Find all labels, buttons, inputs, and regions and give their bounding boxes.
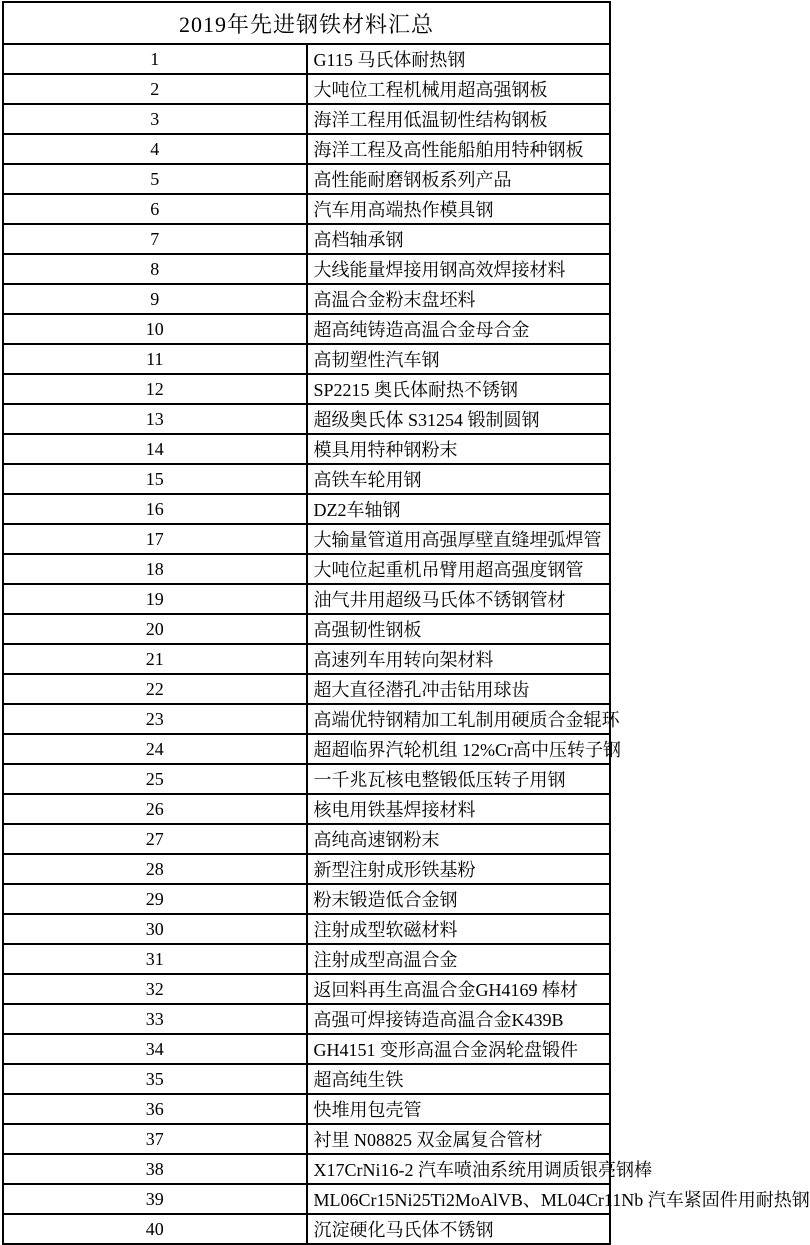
material-name: 一千兆瓦核电整锻低压转子用钢 xyxy=(307,764,611,794)
row-number: 36 xyxy=(3,1094,307,1124)
row-number: 19 xyxy=(3,584,307,614)
table-row xyxy=(3,944,610,974)
row-number: 17 xyxy=(3,524,307,554)
row-number: 25 xyxy=(3,764,307,794)
material-name: 高强韧性钢板 xyxy=(307,614,611,644)
material-name: 大吨位起重机吊臂用超高强度钢管 xyxy=(307,554,611,584)
table-row xyxy=(3,134,610,164)
material-name: DZ2车轴钢 xyxy=(307,494,611,524)
material-name: 高端优特钢精加工轧制用硬质合金辊环 xyxy=(307,704,611,734)
row-number: 10 xyxy=(3,314,307,344)
row-number: 14 xyxy=(3,434,307,464)
row-number: 35 xyxy=(3,1064,307,1094)
row-number: 8 xyxy=(3,254,307,284)
table-row xyxy=(3,674,610,704)
row-number: 12 xyxy=(3,374,307,404)
material-name: 新型注射成形铁基粉 xyxy=(307,854,611,884)
row-number: 24 xyxy=(3,734,307,764)
materials-table-head xyxy=(3,2,610,44)
material-name: 粉末锻造低合金钢 xyxy=(307,884,611,914)
material-name: 高纯高速钢粉末 xyxy=(307,824,611,854)
title-row xyxy=(3,2,610,44)
material-name: 超高纯铸造高温合金母合金 xyxy=(307,314,611,344)
row-number: 33 xyxy=(3,1004,307,1034)
table-row xyxy=(3,1124,610,1154)
material-name: SP2215 奥氏体耐热不锈钢 xyxy=(307,374,611,404)
materials-table-body xyxy=(3,44,810,1244)
material-name: 高档轴承钢 xyxy=(307,224,611,254)
row-number: 22 xyxy=(3,674,307,704)
material-name: 注射成型软磁材料 xyxy=(307,914,611,944)
table-row xyxy=(3,854,610,884)
table-row xyxy=(3,104,610,134)
material-name: 快堆用包壳管 xyxy=(307,1094,611,1124)
row-number: 4 xyxy=(3,134,307,164)
row-number: 28 xyxy=(3,854,307,884)
table-row xyxy=(3,1184,610,1214)
row-number: 34 xyxy=(3,1034,307,1064)
row-number: 18 xyxy=(3,554,307,584)
table-row xyxy=(3,464,610,494)
material-name: 高强可焊接铸造高温合金K439B xyxy=(307,1004,611,1034)
table-row xyxy=(3,1004,610,1034)
table-row xyxy=(3,704,610,734)
table-row xyxy=(3,764,610,794)
table-row xyxy=(3,1064,610,1094)
table-row xyxy=(3,554,610,584)
table-row xyxy=(3,584,610,614)
material-name: 高速列车用转向架材料 xyxy=(307,644,611,674)
table-row xyxy=(3,974,610,1004)
row-number: 6 xyxy=(3,194,307,224)
row-number: 7 xyxy=(3,224,307,254)
row-number: 23 xyxy=(3,704,307,734)
table-row xyxy=(3,284,610,314)
row-number: 1 xyxy=(3,44,307,74)
row-number: 38 xyxy=(3,1154,307,1184)
material-name: 高温合金粉末盘坯料 xyxy=(307,284,611,314)
row-number: 37 xyxy=(3,1124,307,1154)
material-name: 油气井用超级马氏体不锈钢管材 xyxy=(307,584,611,614)
table-row xyxy=(3,434,610,464)
table-row xyxy=(3,194,610,224)
table-row xyxy=(3,344,610,374)
material-name: 核电用铁基焊接材料 xyxy=(307,794,611,824)
row-number: 30 xyxy=(3,914,307,944)
material-name: 大线能量焊接用钢高效焊接材料 xyxy=(307,254,611,284)
table-row xyxy=(3,494,610,524)
row-number: 20 xyxy=(3,614,307,644)
row-number: 13 xyxy=(3,404,307,434)
material-name: 沉淀硬化马氏体不锈钢 xyxy=(307,1214,611,1244)
table-row xyxy=(3,404,610,434)
row-number: 29 xyxy=(3,884,307,914)
row-number: 26 xyxy=(3,794,307,824)
row-number: 40 xyxy=(3,1214,307,1244)
material-name: 海洋工程及高性能船舶用特种钢板 xyxy=(307,134,611,164)
material-name: 超级奥氏体 S31254 锻制圆钢 xyxy=(307,404,611,434)
row-number: 32 xyxy=(3,974,307,1004)
table-row xyxy=(3,794,610,824)
row-number: 16 xyxy=(3,494,307,524)
table-row xyxy=(3,1214,610,1244)
row-number: 39 xyxy=(3,1184,307,1214)
page-title: 2019年先进钢铁材料汇总 xyxy=(3,2,610,44)
row-number: 3 xyxy=(3,104,307,134)
material-name: 大吨位工程机械用超高强钢板 xyxy=(307,74,611,104)
material-name: 超超临界汽轮机组 12%Cr高中压转子钢 xyxy=(307,734,611,764)
material-name: 模具用特种钢粉末 xyxy=(307,434,611,464)
table-row xyxy=(3,164,610,194)
material-name: 汽车用高端热作模具钢 xyxy=(307,194,611,224)
table-row xyxy=(3,524,610,554)
table-row xyxy=(3,644,610,674)
table-row xyxy=(3,1154,610,1184)
material-name: G115 马氏体耐热钢 xyxy=(307,44,611,74)
row-number: 15 xyxy=(3,464,307,494)
table-row xyxy=(3,914,610,944)
material-name: ML06Cr15Ni25Ti2MoAlVB、ML04Cr11Nb 汽车紧固件用耐热钢 xyxy=(307,1184,611,1214)
table-row xyxy=(3,74,610,104)
material-name: 大输量管道用高强厚壁直缝埋弧焊管 xyxy=(307,524,611,554)
material-name: 注射成型高温合金 xyxy=(307,944,611,974)
row-number: 2 xyxy=(3,74,307,104)
material-name: GH4151 变形高温合金涡轮盘锻件 xyxy=(307,1034,611,1064)
material-name: 衬里 N08825 双金属复合管材 xyxy=(307,1124,611,1154)
row-number: 11 xyxy=(3,344,307,374)
material-name: 返回料再生高温合金GH4169 棒材 xyxy=(307,974,611,1004)
material-name: 超高纯生铁 xyxy=(307,1064,611,1094)
material-name: 高韧塑性汽车钢 xyxy=(307,344,611,374)
material-name: 高性能耐磨钢板系列产品 xyxy=(307,164,611,194)
table-row xyxy=(3,314,610,344)
table-row xyxy=(3,1094,610,1124)
material-name: 高铁车轮用钢 xyxy=(307,464,611,494)
materials-table xyxy=(2,1,810,1245)
table-row xyxy=(3,614,610,644)
row-number: 27 xyxy=(3,824,307,854)
table-row xyxy=(3,254,610,284)
table-row xyxy=(3,824,610,854)
table-row xyxy=(3,1034,610,1064)
row-number: 21 xyxy=(3,644,307,674)
table-row xyxy=(3,224,610,254)
row-number: 5 xyxy=(3,164,307,194)
table-row xyxy=(3,734,610,764)
row-number: 31 xyxy=(3,944,307,974)
material-name: 超大直径潜孔冲击钻用球齿 xyxy=(307,674,611,704)
table-row xyxy=(3,884,610,914)
table-row xyxy=(3,44,610,74)
row-number: 9 xyxy=(3,284,307,314)
material-name: 海洋工程用低温韧性结构钢板 xyxy=(307,104,611,134)
material-name: X17CrNi16-2 汽车喷油系统用调质银亮钢棒 xyxy=(307,1154,611,1184)
table-row xyxy=(3,374,610,404)
